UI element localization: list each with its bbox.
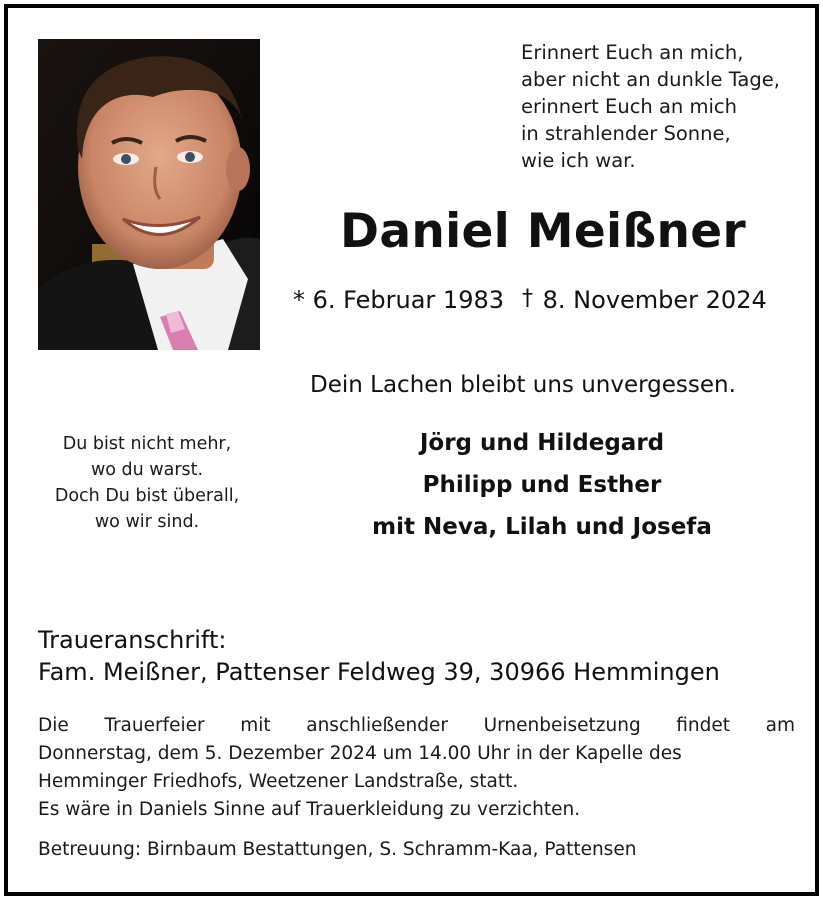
life-dates <box>293 286 767 314</box>
portrait-photo <box>38 39 260 350</box>
notice-line: Es wäre in Daniels Sinne auf Trauerkleidung zu verzichten. <box>38 799 581 820</box>
poem-line: aber nicht an dunkle Tage, <box>521 68 780 91</box>
notice-line: Die Trauerfeier mit anschließender Urnenbeisetzung findet am <box>38 715 795 736</box>
poem-line: in strahlender Sonne, <box>521 122 731 145</box>
mourning-address: Fam. Meißner, Pattenser Feldweg 39, 30966 Hemmingen <box>38 658 720 686</box>
poem-line: Erinnert Euch an mich, <box>521 41 744 64</box>
poem-line: erinnert Euch an mich <box>521 95 737 118</box>
left-poem <box>22 431 272 535</box>
family-line: Philipp und Esther <box>422 472 662 498</box>
tribute-line: Dein Lachen bleibt uns unvergessen. <box>310 372 736 398</box>
family-names <box>340 422 744 548</box>
poem-line: wie ich war. <box>521 149 636 172</box>
portrait-illustration <box>38 39 260 350</box>
poem-line: wo wir sind. <box>94 512 200 532</box>
family-line: mit Neva, Lilah und Josefa <box>372 514 712 540</box>
address-label: Traueranschrift: <box>38 626 227 654</box>
family-line: Jörg und Hildegard <box>419 430 665 456</box>
obituary-card <box>4 4 819 896</box>
deceased-name: Daniel Meißner <box>340 204 746 259</box>
notice-line: Hemminger Friedhofs, Weetzener Landstraße, statt. <box>38 771 519 792</box>
top-poem <box>521 39 780 174</box>
funeral-home-credit: Betreuung: Birnbaum Bestattungen, S. Schramm-Kaa, Pattensen <box>38 839 637 860</box>
notice-line: Donnerstag, dem 5. Dezember 2024 um 14.00 Uhr in der Kapelle des <box>38 743 682 764</box>
birth-date: * 6. Februar 1983 <box>293 286 505 314</box>
poem-line: Doch Du bist überall, <box>54 486 240 506</box>
cross-icon: † <box>522 286 534 311</box>
funeral-notice <box>38 712 795 824</box>
death-date: 8. November 2024 <box>542 286 767 314</box>
poem-line: Du bist nicht mehr, <box>62 434 232 454</box>
poem-line: wo du warst. <box>90 460 204 480</box>
